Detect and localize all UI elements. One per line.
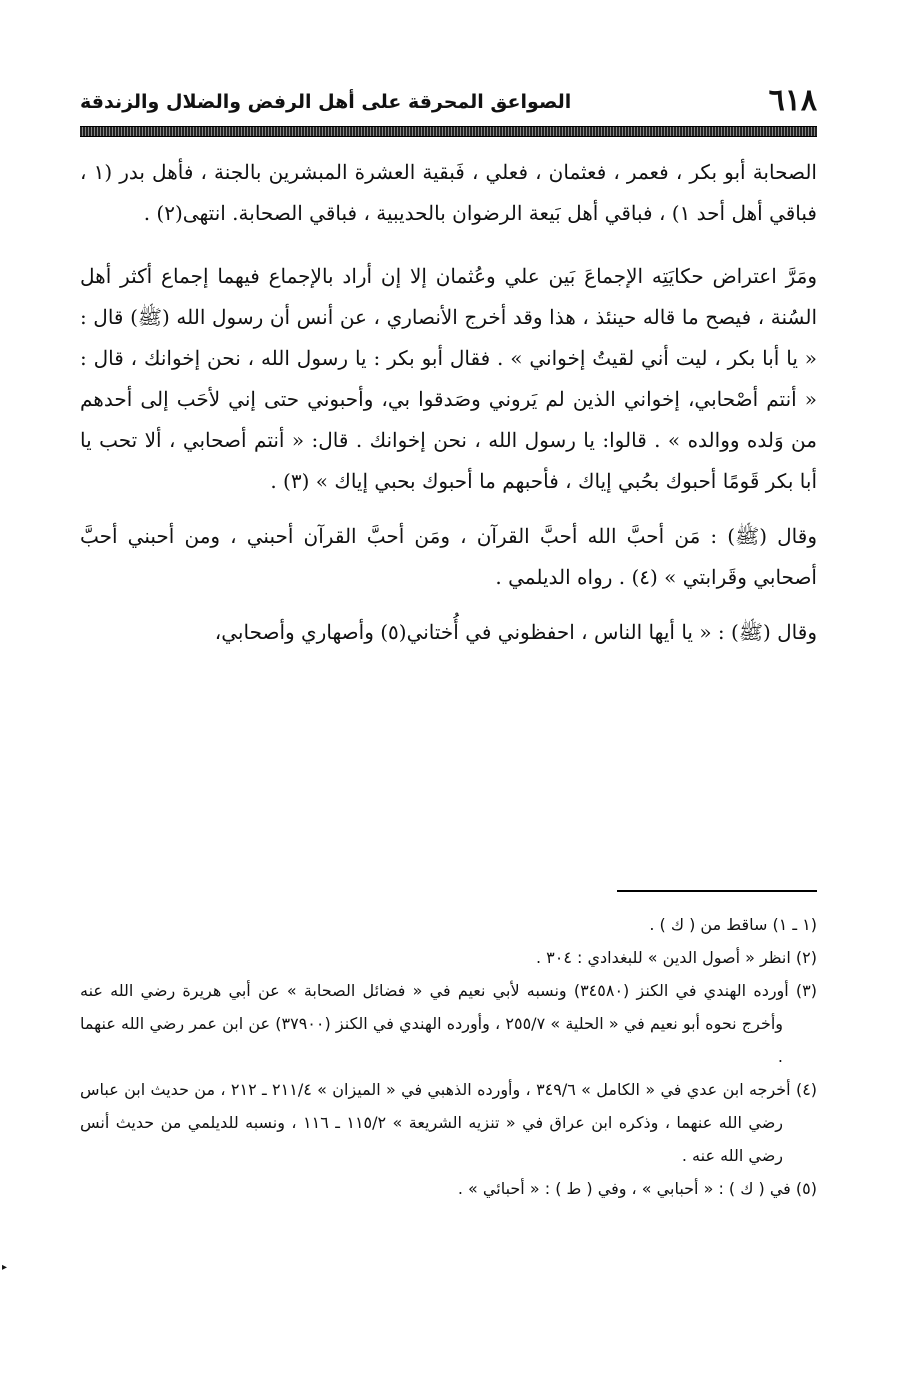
paragraph: الصحابة أبو بكر ، فعمر ، فعثمان ، فعلي ، فَبقية العشرة المبشرين بالجنة ، فأهل بدر (١ ، فباقي أهل أحد ١) ، فباقي أهل بَيعة الرضوان بالحديبية ، فباقي الصحابة. انتهى(٢) .: [80, 160, 817, 225]
page-number: ٦١٨: [768, 83, 817, 118]
paragraph: ومَرَّ اعتراض حكايَتِه الإجماعَ بَين علي وعُثمان إلا إن أراد بالإجماع فيهما إجماع أكثر أهل السُنة ، فيصح ما قاله حينئذ ، هذا وقد أخرج الأنصاري ، عن أنس أن رسول الله (ﷺ) قال : « يا أبا بكر ، ليت أني لقيتُ إخواني » . فقال أبو بكر : يا رسول الله ، نحن إخوانك ، قال : « أنتم أصْحابي، إخواني الذين لم يَروني وصَدقوا بي، وأحبوني حتى إني لأحَب إلى أحدهم من وَلده ووالده » . قالوا: يا رسول الله ، نحن إخوانك . قال: « أنتم أصحابي ، ألا تحب يا أبا بكر قَومًا أحبوك بحُبي إياك ، فأحبهم ما أحبوك بحبي إياك » (٣) .: [80, 264, 817, 493]
main-text: [80, 152, 817, 667]
footnotes: [80, 908, 817, 1205]
header-rule: [80, 126, 817, 137]
footnote-divider: [617, 890, 817, 892]
footnote: (٥) في ( ك ) : « أحبابي » ، وفي ( ط ) : « أحبائي » .: [457, 1179, 817, 1198]
running-title: الصواعق المحرقة على أهل الرفض والضلال والزندقة: [80, 91, 572, 113]
paragraph: وقال (ﷺ) : « يا أيها الناس ، احفظوني في أُختاني(٥) وأصهاري وأصحابي،: [214, 620, 817, 644]
footnote: (٣) أورده الهندي في الكنز (٣٤٥٨٠) ونسبه لأبي نعيم في « فضائل الصحابة » عن أبي هريرة رضي الله عنه وأخرج نحوه أبو نعيم في « الحلية » ٢٥٥/٧ ، وأورده الهندي في الكنز (٣٧٩٠٠) عن ابن عمر رضي الله عنهما .: [80, 981, 818, 1066]
page-header: [80, 84, 817, 120]
paragraph: وقال (ﷺ) : مَن أحبَّ الله أحبَّ القرآن ، ومَن أحبَّ القرآن أحبني ، ومن أحبني أحبَّ أصحابي وقَرابتي » (٤) . رواه الديلمي .: [80, 524, 817, 589]
footnote: (٤) أخرجه ابن عدي في « الكامل » ٣٤٩/٦ ، وأورده الذهبي في « الميزان » ٢١١/٤ ـ ٢١٢ ، من حديث ابن عباس رضي الله عنهما ، وذكره ابن عراق في « تنزيه الشريعة » ١١٥/٢ ـ ١١٦ ، ونسبه للديلمي من حديث أنس رضي الله عنه .: [80, 1080, 818, 1165]
footnote: (١ ـ ١) ساقط من ( ك ) .: [649, 915, 817, 934]
margin-mark: ▸: [2, 1262, 8, 1273]
footnote: (٢) انظر « أصول الدين » للبغدادي : ٣٠٤ .: [535, 948, 817, 967]
